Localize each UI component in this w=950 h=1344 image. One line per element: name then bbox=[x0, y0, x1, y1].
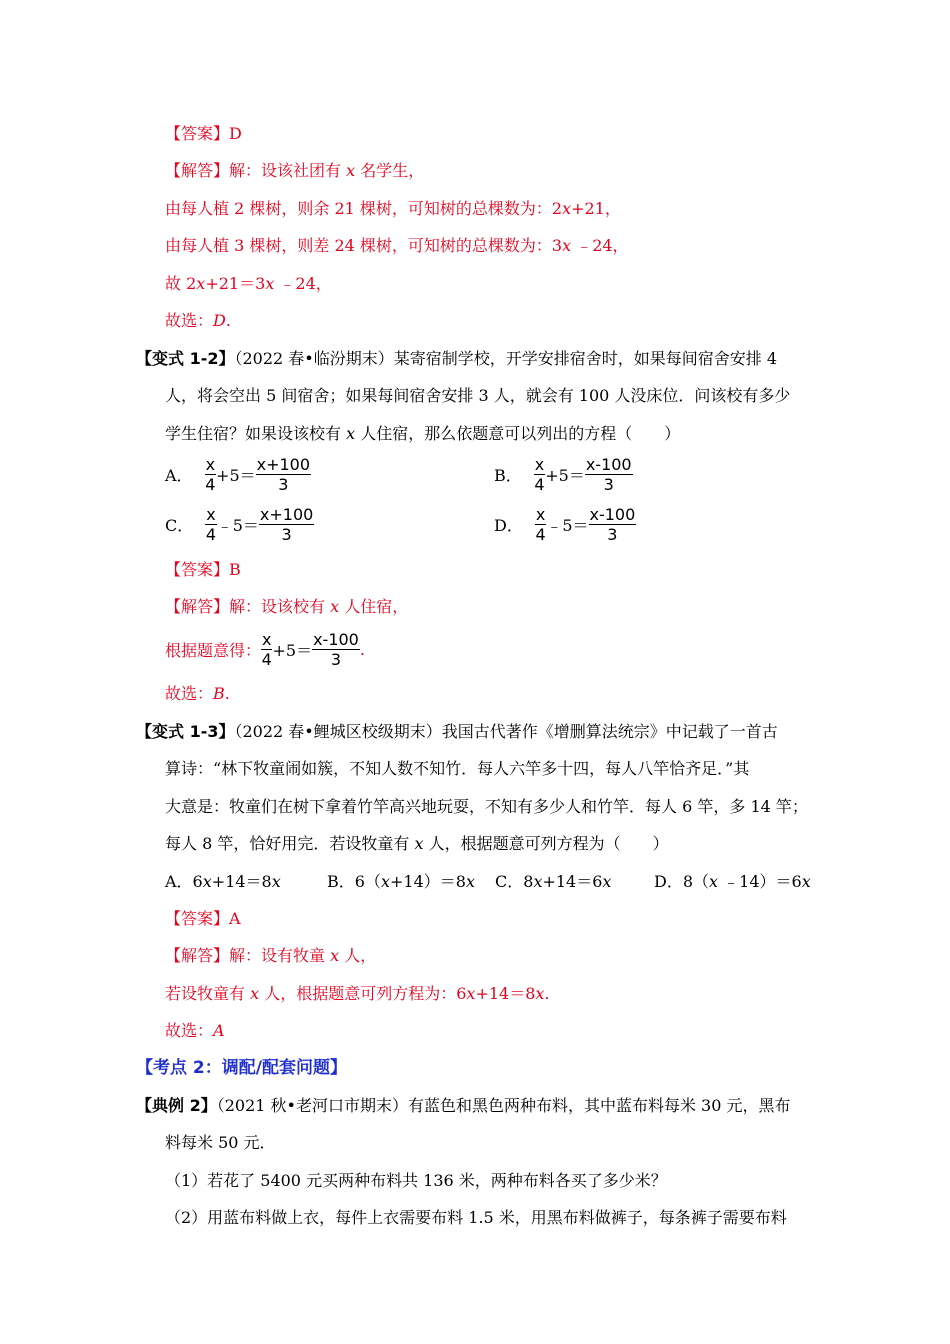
question-line: 人，将会空出 5 间宿舍；如果每间宿舍安排 3 人，就会有 100 人没床位．问该校有多少 bbox=[165, 386, 791, 405]
solution-line: 由每人植 2 棵树，则余 21 棵树，可知树的总棵数为：2x+21， bbox=[165, 199, 621, 218]
question-line: 【变式 1-3】（2022 春•鲤城区校级期末）我国古代著作《增删算法统宗》中记载了一首古 bbox=[136, 722, 778, 741]
choose-line: 故选：D. bbox=[165, 311, 231, 330]
option-c[interactable]: C．8x+14＝6x bbox=[495, 872, 612, 891]
sub-question-1: （1）若花了 5400 元买两种布料共 136 米，两种布料各买了多少米？ bbox=[165, 1171, 667, 1190]
question-line: 大意是：牧童们在树下拿着竹竿高兴地玩耍，不知有多少人和竹竿．每人 6 竿，多 14 竿； bbox=[165, 797, 808, 816]
option-b[interactable]: B． $\frac{x}{4}$ +5＝ $\frac{x-100}{3}$ bbox=[494, 455, 632, 494]
solution-line: 若设牧童有 x 人，根据题意可列方程为：6x+14＝8x. bbox=[165, 984, 550, 1003]
answer-line: 【答案】A bbox=[165, 909, 241, 928]
question-line: 料每米 50 元． bbox=[165, 1133, 276, 1152]
section-title: 【考点 2：调配/配套问题】 bbox=[136, 1058, 347, 1078]
option-b[interactable]: B．6（x+14）＝8x bbox=[327, 872, 475, 891]
solution-equation: 根据题意得： $\frac{x}{4}$ +5＝ $\frac{x-100}{3}$ . bbox=[165, 630, 365, 669]
option-c[interactable]: C． $\frac{x}{4}$ ﹣5＝ $\frac{x+100}{3}$ bbox=[165, 505, 314, 544]
question-line: 每人 8 竿，恰好用完．若设牧童有 x 人，根据题意可列方程为（ ） bbox=[165, 834, 669, 853]
question-line: 算诗：“林下牧童闹如簇，不知人数不知竹．每人六竿多十四，每人八竿恰齐足．”其 bbox=[165, 759, 750, 778]
option-a[interactable]: A．6x+14＝8x bbox=[165, 872, 281, 891]
answer-line: 【答案】D bbox=[165, 124, 242, 143]
option-a[interactable]: A． $\frac{x}{4}$ +5＝ $\frac{x+100}{3}$ bbox=[165, 455, 311, 494]
sub-question-2: （2）用蓝布料做上衣，每件上衣需要布料 1.5 米，用黑布料做裤子，每条裤子需要布料 bbox=[165, 1208, 787, 1227]
question-line: 【典例 2】（2021 秋•老河口市期末）有蓝色和黑色两种布料，其中蓝布料每米 30 元，黑布 bbox=[136, 1096, 791, 1115]
option-d[interactable]: D．8（x ﹣14）＝6x bbox=[654, 872, 811, 891]
solution-line: 【解答】解：设有牧童 x 人， bbox=[165, 946, 377, 965]
choose-line: 故选：A bbox=[165, 1021, 225, 1040]
answer-line: 【答案】B bbox=[165, 560, 241, 579]
solution-line: 【解答】解：设该社团有 x 名学生， bbox=[165, 161, 425, 180]
option-d[interactable]: D． $\frac{x}{4}$ ﹣5＝ $\frac{x-100}{3}$ bbox=[494, 505, 636, 544]
solution-line: 故 2x+21＝3x ﹣24， bbox=[165, 274, 332, 293]
choose-line: 故选：B. bbox=[165, 684, 230, 703]
solution-line: 【解答】解：设该校有 x 人住宿， bbox=[165, 597, 409, 616]
question-line: 【变式 1-2】（2022 春•临汾期末）某寄宿制学校，开学安排宿舍时，如果每间宿舍安排 4 bbox=[136, 349, 777, 368]
question-line: 学生住宿？如果设该校有 x 人住宿，那么依题意可以列出的方程（ ） bbox=[165, 424, 681, 443]
solution-line: 由每人植 3 棵树，则差 24 棵树，可知树的总棵数为：3x ﹣24， bbox=[165, 236, 629, 255]
